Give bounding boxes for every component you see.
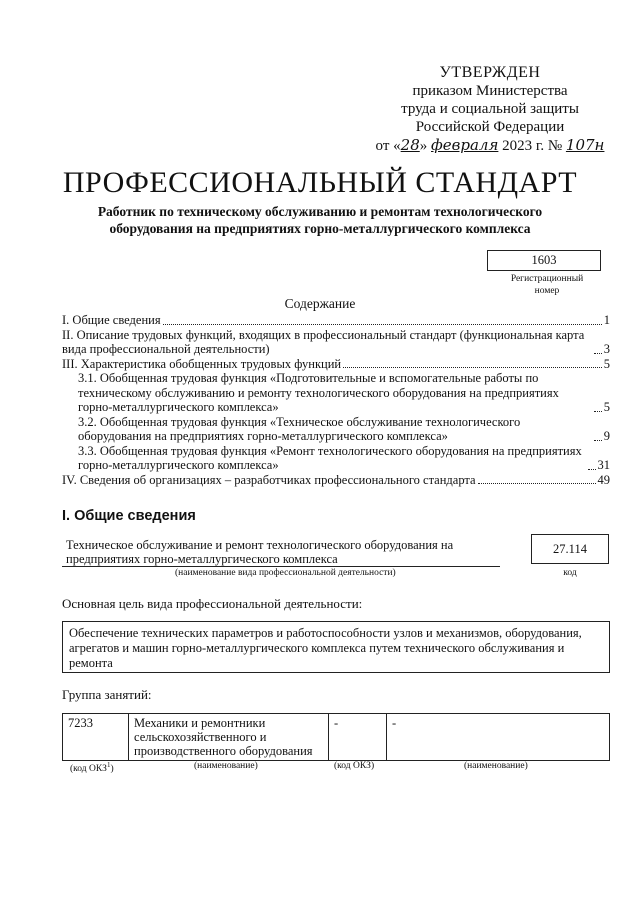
approval-line: Российской Федерации <box>415 119 565 135</box>
okz-code-caption-close: ) <box>110 764 114 775</box>
toc-entry[interactable] <box>62 371 610 415</box>
page-title: ПРОФЕССИОНАЛЬНЫЙ СТАНДАРТ <box>62 166 578 199</box>
toc-entry-text: III. Характеристика обобщенных трудовых функций <box>62 356 342 371</box>
standard-subtitle: Работник по техническому обслуживанию и ремонтам технологического оборудования на предприятиях горно-металлургического комплекса <box>97 204 543 236</box>
activity-name: Техническое обслуживание и ремонт технологического оборудования на предприятиях горно-металлургического комплекса <box>66 538 454 566</box>
occupation-group-label: Группа занятий: <box>62 687 152 702</box>
toc-leader <box>594 411 602 412</box>
toc-page-number: 5 <box>603 400 610 414</box>
toc-entry-text: IV. Сведения об организациях – разработчиках профессионального стандарта <box>62 472 476 487</box>
occupation-table <box>62 713 610 761</box>
toc-leader <box>594 353 602 354</box>
toc-title: Содержание <box>284 296 356 311</box>
table-row <box>63 714 610 761</box>
toc-entry[interactable] <box>62 444 610 473</box>
footnote-marker: 1 <box>106 761 111 769</box>
activity-underline <box>62 566 500 567</box>
activity-code-box: 27.114 <box>531 534 609 564</box>
activity-caption: (наименование вида профессиональной деятельности) <box>175 568 396 578</box>
okz-code-caption: (код ОКЗ) <box>334 761 375 771</box>
approval-line: приказом Министерства <box>412 83 568 99</box>
toc-leader <box>594 440 602 441</box>
occupation-name-cell: - <box>387 714 610 761</box>
approval-heading: УТВЕРЖДЕН <box>439 64 541 81</box>
date-mid: » <box>419 138 431 154</box>
toc-leader <box>588 469 596 470</box>
okz-code-caption-text: (код ОКЗ <box>70 764 107 775</box>
toc-page-number: 49 <box>597 472 610 487</box>
toc-entry-text: I. Общие сведения <box>62 313 161 327</box>
toc-page-number: 3 <box>603 342 610 356</box>
date-year: 2023 г. № <box>498 138 566 154</box>
approval-line: труда и социальной защиты <box>401 101 579 117</box>
toc-entry[interactable] <box>62 473 610 488</box>
date-prefix: от « <box>375 138 401 154</box>
goal-box: Обеспечение технических параметров и работоспособности узлов и механизмов, оборудования, агрегатов и машин горно-металлургического комплекса путем технического обслуживания и ремонта <box>62 621 610 673</box>
date-month: февраля <box>431 136 499 154</box>
name-caption: (наименование) <box>194 761 258 771</box>
toc-page-number: 5 <box>603 356 610 371</box>
toc-page-number: 31 <box>597 458 610 472</box>
toc-leader <box>163 324 602 325</box>
approval-date-line <box>360 136 620 155</box>
toc-entry-text: II. Описание трудовых функций, входящих в профессиональный стандарт (функциональная карта вида профессиональной деятельности) <box>62 327 585 356</box>
toc-page-number: 1 <box>603 313 610 327</box>
okz-code-cell: 7233 <box>63 714 129 761</box>
toc-entry-text: 3.3. Обобщенная трудовая функция «Ремонт технологического оборудования на предприятиях горно-металлургического комплекса» <box>78 443 582 472</box>
occupation-name-cell: Механики и ремонтники сельскохозяйственного и производственного оборудования <box>129 714 329 761</box>
okz-code-cell: - <box>329 714 387 761</box>
date-day: 28 <box>400 136 420 154</box>
toc-entry[interactable] <box>62 328 610 357</box>
toc-leader <box>478 483 596 484</box>
toc-entry[interactable] <box>62 313 610 328</box>
toc-entry[interactable] <box>62 415 610 444</box>
table-of-contents <box>62 313 610 487</box>
toc-leader <box>343 367 602 368</box>
name-caption: (наименование) <box>464 761 528 771</box>
section-heading: I. Общие сведения <box>62 508 196 524</box>
approval-stamp <box>360 64 620 155</box>
registration-number-box: 1603 <box>487 250 601 271</box>
order-number: 107н <box>565 136 605 154</box>
activity-code-label: код <box>563 568 577 578</box>
toc-entry-text: 3.2. Обобщенная трудовая функция «Техническое обслуживание технологического оборудования на предприятиях горно-металлургического комплекса» <box>78 414 521 443</box>
okz-code-caption <box>70 761 114 774</box>
toc-entry-text: 3.1. Обобщенная трудовая функция «Подготовительные и вспомогательные работы по техническому обслуживанию и ремонту технологического оборудования на предприятиях горно-металлургического комплекса» <box>78 371 559 414</box>
toc-page-number: 9 <box>603 429 610 443</box>
registration-label: Регистрационный номер <box>510 274 584 296</box>
toc-entry[interactable] <box>62 357 610 372</box>
goal-label: Основная цель вида профессиональной деятельности: <box>62 596 363 611</box>
